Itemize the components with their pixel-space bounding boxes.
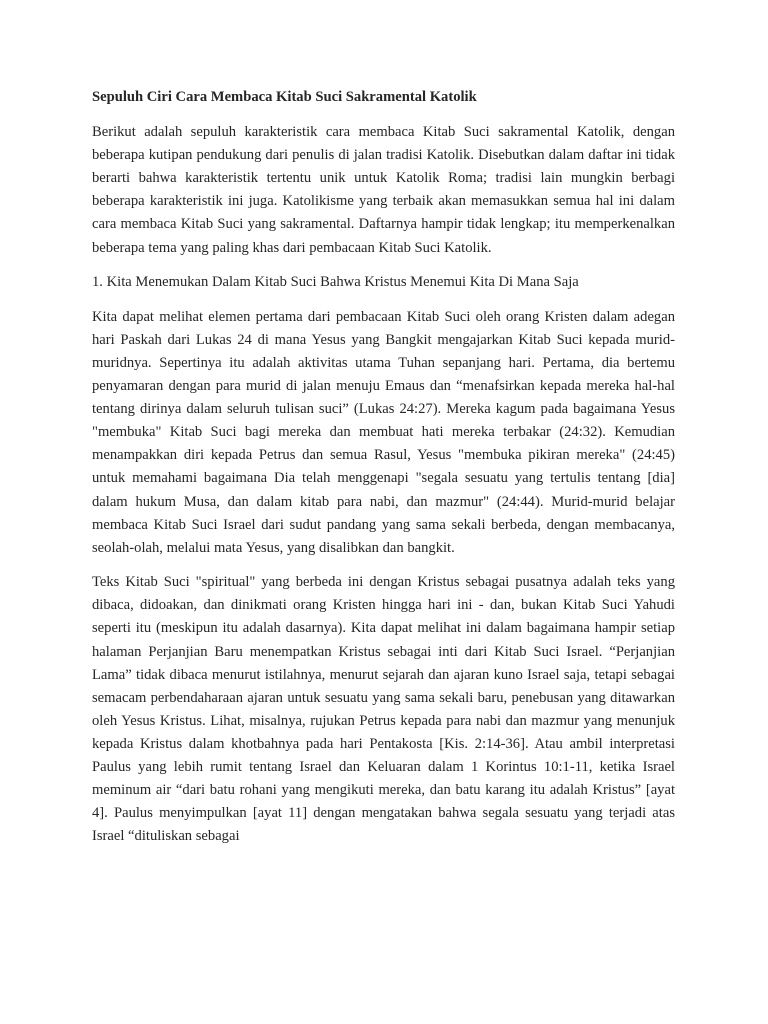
intro-paragraph: Berikut adalah sepuluh karakteristik cara membaca Kitab Suci sakramental Katolik, dengan beberapa kutipan pendukung dari penulis di jalan tradisi Katolik. Disebutkan dalam daftar ini tidak berarti bahwa karakteristik tertentu unik untuk Katolik Roma; tradisi lain mungkin berbagi beberapa karakteristik ini juga. Katolikisme yang terbaik akan memasukkan semua hal ini dalam cara membaca Kitab Suci yang sakramental. Daftarnya hampir tidak lengkap; itu memperkenalkan beberapa tema yang paling khas dari pembacaan Kitab Suci Katolik.: [92, 124, 675, 256]
body-paragraph: Teks Kitab Suci "spiritual" yang berbeda ini dengan Kristus sebagai pusatnya adalah teks yang dibaca, didoakan, dan dinikmati orang Kristen hingga hari ini - dan, bukan Kitab Suci Yahudi seperti itu (meskipun itu adalah dasarnya). Kita dapat melihat ini dalam bagaimana hampir setiap halaman Perjanjian Baru menempatkan Kristus sebagai inti dari Kitab Suci Israel. “Perjanjian Lama” tidak dibaca menurut istilahnya, menurut sejarah dan ajaran kuno Israel saja, tetapi sebagai semacam perbendaharaan ajaran untuk sesuatu yang sama sekali baru, penebusan yang ditawarkan oleh Yesus Kristus. Lihat, misalnya, rujukan Petrus kepada para nabi dan mazmur yang menunjuk kepada Kristus dalam khotbahnya pada hari Pentakosta [Kis. 2:14-36]. Atau ambil interpretasi Paulus yang lebih rumit tentang Israel dan Keluaran dalam 1 Korintus 10:1-11, ketika Israel meminum air “dari batu rohani yang mengikuti mereka, dan batu karang itu adalah Kristus” [ayat 4]. Paulus menyimpulkan [ayat 11] dengan mengatakan bahwa segala sesuatu yang terjadi atas Israel “dituliskan sebagai: [92, 574, 675, 845]
body-paragraph: Kita dapat melihat elemen pertama dari pembacaan Kitab Suci oleh orang Kristen dalam adegan hari Paskah dari Lukas 24 di mana Yesus yang Bangkit mengajarkan Kitab Suci kepada murid-muridnya. Sepertinya itu adalah aktivitas utama Tuhan sepanjang hari. Pertama, dia bertemu penyamaran dengan para murid di jalan menuju Emaus dan “menafsirkan kepada mereka hal-hal tentang dirinya dalam seluruh tulisan suci” (Lukas 24:27). Mereka kagum pada bagaimana Yesus "membuka" Kitab Suci bagi mereka dan membuat hati mereka terbakar (24:32). Kemudian menampakkan diri kepada Petrus dan semua Rasul, Yesus "membuka pikiran mereka" (24:45) untuk memahami bagaimana Dia telah menggenapi "segala sesuatu yang tertulis tentang [dia] dalam hukum Musa, dan dalam kitab para nabi, dan mazmur" (24:44). Murid-murid belajar membaca Kitab Suci Israel dari sudut pandang yang sama sekali berbeda, dengan membacanya, seolah-olah, melalui mata Yesus, yang disalibkan dan bangkit.: [92, 308, 675, 556]
document-body: [92, 86, 675, 860]
document-title: Sepuluh Ciri Cara Membaca Kitab Suci Sakramental Katolik: [92, 89, 477, 105]
section-heading: 1. Kita Menemukan Dalam Kitab Suci Bahwa Kristus Menemui Kita Di Mana Saja: [92, 274, 579, 291]
